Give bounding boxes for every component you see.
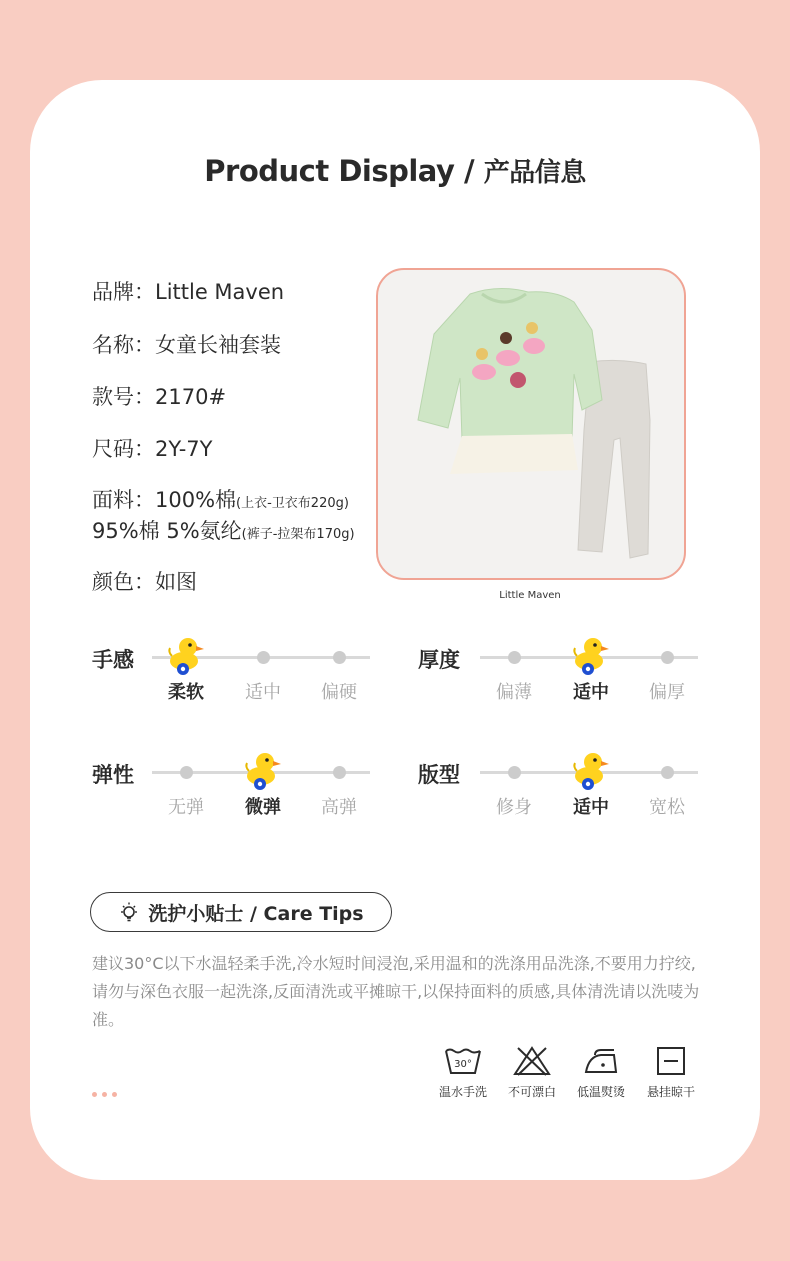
rating-dot [661, 766, 674, 779]
duck-icon [571, 749, 611, 791]
rating-option: 偏厚 [649, 682, 685, 703]
rating-option: 高弹 [321, 797, 357, 818]
rating-label: 版型 [418, 763, 460, 787]
product-photo [376, 268, 686, 580]
rating-dot [661, 651, 674, 664]
page-title: Product Display / 产品信息 [204, 154, 586, 188]
low-iron-icon [581, 1045, 621, 1077]
rating-label: 手感 [92, 648, 134, 672]
info-fabric-2: 95%棉 5%氨纶(裤子-拉架布170g) [92, 519, 355, 543]
hand-wash-icon [443, 1045, 483, 1077]
info-model: 款号：2170# [92, 385, 227, 409]
info-brand: 品牌：Little Maven [92, 280, 285, 304]
hang-dry-icon [651, 1045, 691, 1077]
rating-dot [508, 766, 521, 779]
care-tips-label: 洗护小贴士 / Care Tips [148, 902, 364, 925]
rating-option: 柔软 [168, 682, 204, 703]
rating-dot [257, 651, 270, 664]
care-hang-dry: 悬挂晾干 [635, 1045, 707, 1100]
photo-caption: Little Maven [499, 590, 561, 601]
svg-text:30°: 30° [454, 1059, 472, 1070]
duck-icon [243, 749, 283, 791]
care-hand-wash: 30° 温水手洗 [427, 1045, 499, 1100]
rating-dot [180, 766, 193, 779]
rating-option: 修身 [496, 797, 532, 818]
info-color: 颜色：如图 [92, 570, 197, 594]
care-tips-pill [90, 892, 392, 932]
page-indicator [92, 1092, 117, 1097]
info-size: 尺码：2Y-7Y [92, 437, 213, 461]
rating-label: 弹性 [92, 763, 134, 787]
rating-dot [333, 651, 346, 664]
rating-option: 微弹 [245, 797, 281, 818]
rating-dot [333, 766, 346, 779]
rating-dot [508, 651, 521, 664]
rating-option: 适中 [573, 797, 609, 818]
rating-option: 宽松 [649, 797, 685, 818]
rating-label: 厚度 [418, 648, 460, 672]
duck-icon [571, 634, 611, 676]
rating-option: 偏硬 [321, 682, 357, 703]
rating-option: 偏薄 [496, 682, 532, 703]
duck-icon [166, 634, 206, 676]
rating-option: 无弹 [168, 797, 204, 818]
info-name: 名称：女童长袖套装 [92, 333, 281, 357]
care-no-bleach: 不可漂白 [496, 1045, 568, 1100]
sweater-image [418, 288, 602, 474]
rating-option: 适中 [245, 682, 281, 703]
no-bleach-icon [512, 1045, 552, 1077]
info-fabric: 面料：100%棉(上衣-卫衣布220g) [92, 488, 349, 512]
lightbulb-icon [118, 901, 140, 923]
care-description: 建议30°C以下水温轻柔手洗,冷水短时间浸泡,采用温和的洗涤用品洗涤,不要用力拧绞,请勿与深色衣服一起洗涤,反面清洗或平摊晾干,以保持面料的质感,具体清洗请以洗唛为准。 [92, 954, 700, 1029]
care-low-iron: 低温熨烫 [565, 1045, 637, 1100]
rating-option: 适中 [573, 682, 609, 703]
